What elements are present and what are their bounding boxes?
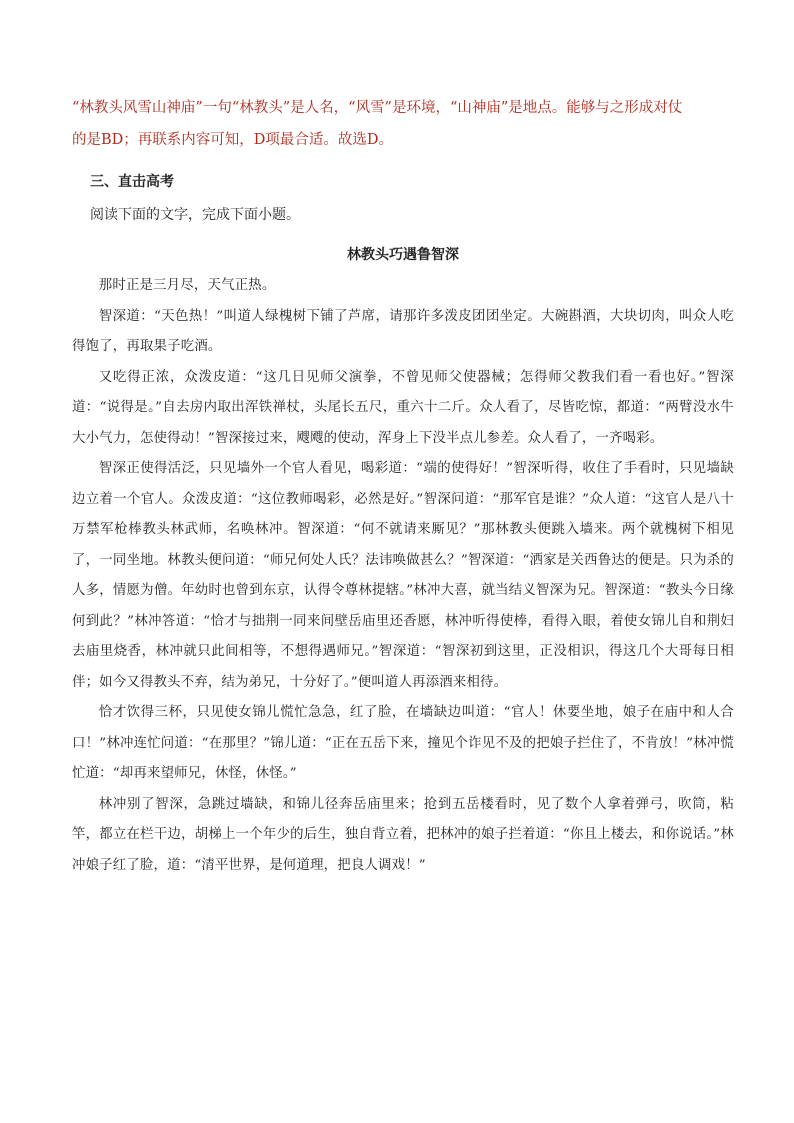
passage-paragraph-1: 那时正是三月尽，天气正热。 <box>98 278 276 293</box>
passage-paragraph-5: 恰才饮得三杯，只见使女锦儿慌忙急急，红了脸，在墙缺边叫道：“官人！休要坐地，娘子在庙中和人合口！”林冲连忙问道：“在那里？”锦儿道：“正在五岳下来，撞见个诈见不及的把娘子拦住了，不肯放！”林冲慌忙道：“却再来望师兄，休怪，休怪。” <box>72 705 734 781</box>
answer-explanation <box>72 92 734 156</box>
passage-paragraph-6: 林冲别了智深，急跳过墙缺，和锦儿径奔岳庙里来；抢到五岳楼看时，见了数个人拿着弹弓，吹筒，粘竿，都立在栏干边，胡梯上一个年少的后生，独自背立着，把林冲的娘子拦着道：“你且上楼去，和你说话。”林冲娘子红了脸，道：“清平世界，是何道理，把良人调戏！” <box>72 796 734 873</box>
section-heading: 三、直击高考 <box>90 174 174 190</box>
instruction-text: 阅读下面的文字，完成下面小题。 <box>90 207 300 223</box>
passage-paragraph-4: 智深正使得活泛，只见墙外一个官人看见，喝彩道：“端的使得好！”智深听得，收住了手看时，只见墙缺边立着一个官人。众泼皮道：“这位教师喝彩，必然是好。”智深问道：“那军官是谁？”众人道：“这官人是八十万禁军枪棒教头林武师，名唤林冲。智深道：“何不就请来厮见？”那林教头便跳入墙来。两个就槐树下相见了，一同坐地。林教头便问道：“师兄何处人氏？法讳唤做甚么？”智深道：“洒家是关西鲁达的便是。只为杀的人多，情愿为僧。年幼时也曾到东京，认得令尊林提辖。”林冲大喜，就当结义智深为兄。智深道：“教头今日缘何到此？”林冲答道：“恰才与拙荆一同来间壁岳庙里还香愿，林冲听得使棒，看得入眼，着使女锦儿自和荆妇去庙里烧香，林冲就只此间相等，不想得遇师兄。”智深道：“智深初到这里，正没相识，得这几个大哥每日相伴；如今又得教头不弃，结为弟兄，十分好了。”便叫道人再添酒来相待。 <box>72 461 734 690</box>
answer-line-1: “林教头风雪山神庙”一句“林教头”是人名，“风雪”是环境，“山神庙”是地点。能够与之形成对仗 <box>72 100 683 116</box>
answer-line-2: 的是BD；再联系内容可知，D项最合适。故选D。 <box>72 132 394 148</box>
passage-title: 林教头巧遇鲁智深 <box>347 247 459 263</box>
passage-paragraph-3: 又吃得正浓，众泼皮道：“这几日见师父演拳，不曾见师父使器械；怎得师父教我们看一看也好。”智深道：“说得是。”自去房内取出浑铁禅杖，头尾长五尺，重六十二斤。众人看了，尽皆吃惊，都道：“两臂没水牛大小气力，怎使得动！”智深接过来，飕飕的使动，浑身上下没半点儿参差。众人看了，一齐喝彩。 <box>72 369 734 446</box>
passage-paragraph-2: 智深道：“天色热！”叫道人绿槐树下铺了芦席，请那许多泼皮团团坐定。大碗斟酒，大块切肉，叫众人吃得饱了，再取果子吃酒。 <box>72 308 734 354</box>
